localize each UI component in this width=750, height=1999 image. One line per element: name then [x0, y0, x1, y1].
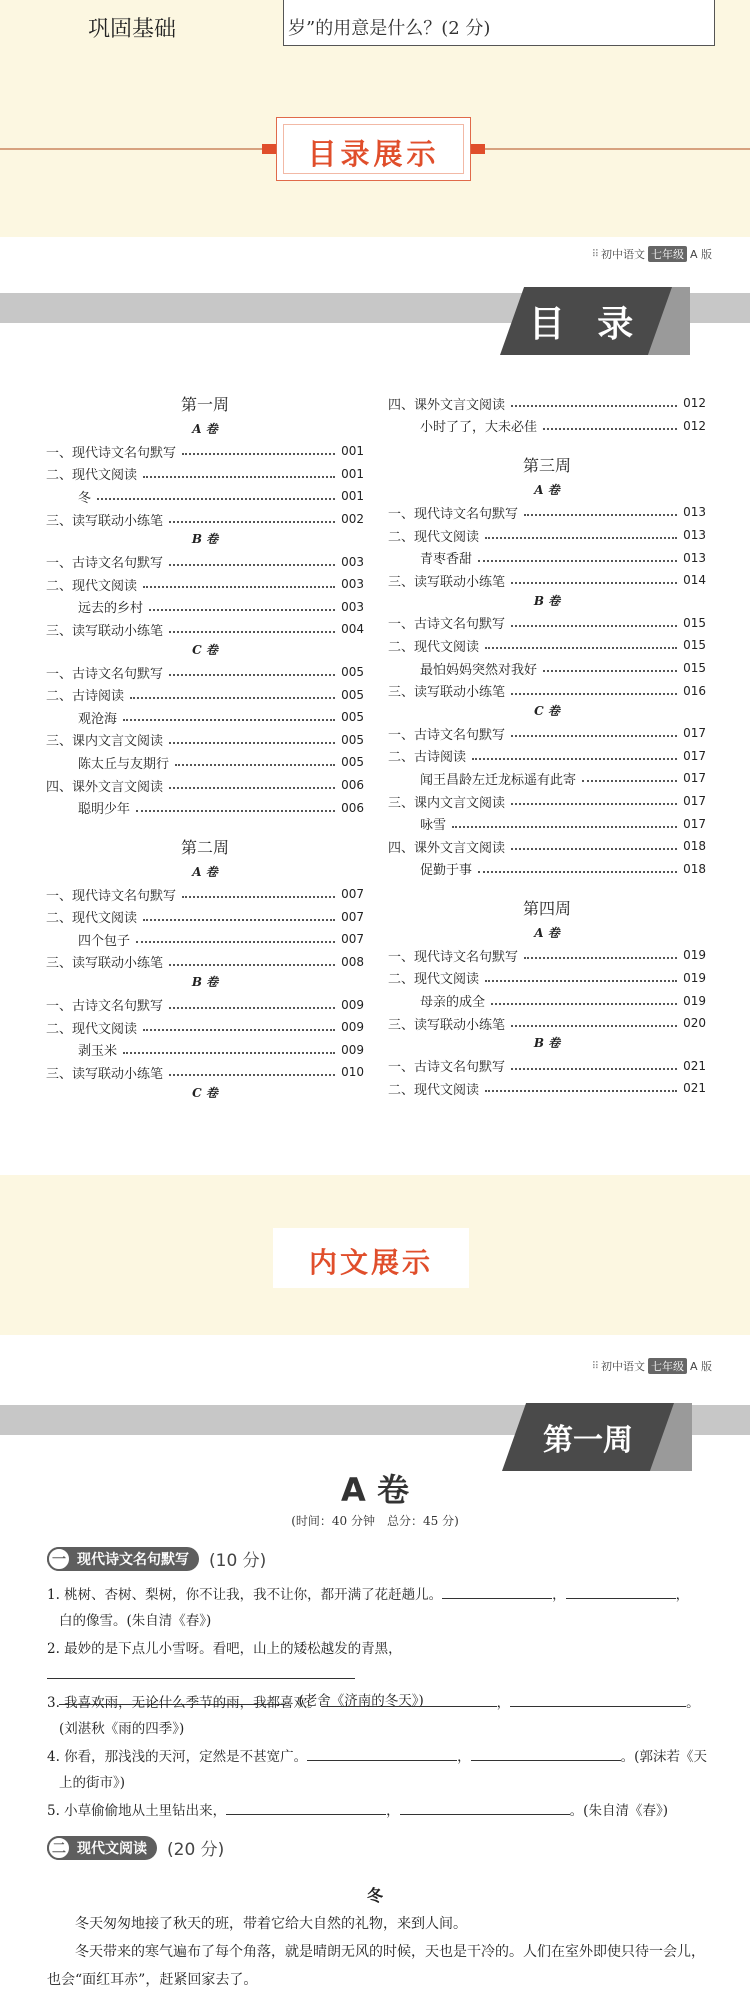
- toc-entry[interactable]: [46, 618, 364, 641]
- toc-sub-entry[interactable]: [388, 415, 706, 438]
- toc-entry-label: 二、古诗阅读: [46, 689, 125, 705]
- top-left-label: 巩固基础: [88, 17, 177, 42]
- toc-leader: [169, 564, 335, 566]
- toc-entry-label: 四、课外文言文阅读: [388, 840, 506, 856]
- toc-entry-label: 观沧海: [78, 711, 118, 727]
- toc-sub-entry[interactable]: [388, 858, 706, 881]
- toc-sub-entry[interactable]: [46, 706, 364, 729]
- toc-page-number: 013: [683, 550, 706, 565]
- toc-week-title: 第三周: [522, 456, 571, 476]
- toc-entry-label: 一、现代诗文名句默写: [388, 506, 519, 522]
- toc-entry[interactable]: [388, 1012, 706, 1035]
- toc-entry-label: 三、读写联动小练笔: [46, 1066, 164, 1082]
- toc-leader: [169, 787, 335, 789]
- dots-icon: ⠿: [591, 248, 598, 260]
- toc-page-number: 003: [341, 554, 364, 569]
- toc-volume-title: A 卷: [534, 926, 560, 941]
- paper-title: A 卷: [341, 1471, 409, 1509]
- toc-leader: [169, 674, 335, 676]
- section-header-1: [47, 1546, 266, 1571]
- book-tag: [592, 246, 712, 262]
- toc-leader: [511, 405, 677, 407]
- toc-entry-label: 二、现代文阅读: [388, 1082, 480, 1098]
- toc-page-number: 012: [683, 418, 706, 433]
- toc-leader: [169, 742, 335, 744]
- toc-entry[interactable]: [46, 883, 364, 906]
- toc-volume-title: C 卷: [192, 1085, 218, 1100]
- toc-entry-label: 一、古诗文名句默写: [46, 556, 164, 572]
- toc-entry-label: 一、古诗文名句默写: [46, 999, 164, 1015]
- toc-entry-label: 母亲的成全: [420, 995, 486, 1011]
- toc-page-number: 013: [683, 528, 706, 543]
- toc-leader: [491, 1003, 677, 1005]
- toc-entry[interactable]: [388, 1077, 706, 1100]
- toc-leader: [485, 1090, 677, 1092]
- toc-entry-label: 一、古诗文名句默写: [388, 727, 506, 743]
- toc-entry[interactable]: [388, 790, 706, 813]
- toc-page-number: 005: [341, 687, 364, 702]
- toc-entry-label: 三、读写联动小练笔: [388, 1017, 506, 1033]
- toc-page-number: 021: [683, 1058, 706, 1073]
- toc-page-number: 016: [683, 683, 706, 698]
- book-grade: 七年级: [648, 246, 687, 262]
- toc-entry-label: 一、现代诗文名句默写: [388, 949, 519, 965]
- toc-leader: [511, 582, 677, 584]
- reading-paragraph-1: 冬天匆匆地接了秋天的班，带着它给大自然的礼物，来到人间。: [75, 1916, 467, 1932]
- toc-entry-label: 一、古诗文名句默写: [46, 666, 164, 682]
- toc-page-number: 005: [341, 732, 364, 747]
- toc-leader: [143, 919, 335, 921]
- toc-leader: [543, 670, 677, 672]
- section-header-2: [47, 1835, 224, 1860]
- toc-page-number: 007: [341, 909, 364, 924]
- toc-volume-title: A 卷: [534, 483, 560, 498]
- toc-entry-label: 三、课内文言文阅读: [388, 795, 506, 811]
- toc-entry-label: 二、现代文阅读: [46, 1021, 138, 1037]
- toc-leader: [123, 719, 335, 721]
- toc-gap: [388, 880, 706, 896]
- toc-entry-label: 二、现代文阅读: [46, 578, 138, 594]
- content-showcase-badge: [273, 1228, 469, 1288]
- toc-volume-title: B 卷: [191, 532, 219, 547]
- toc-entry[interactable]: [388, 835, 706, 858]
- toc-entry-label: 咏雪: [420, 818, 447, 834]
- toc-entry-label: 二、现代文阅读: [388, 529, 480, 545]
- toc-entry-label: 四、课外文言文阅读: [46, 779, 164, 795]
- toc-entry-label: 剥玉米: [78, 1044, 118, 1060]
- toc-title-tab: [500, 287, 672, 355]
- toc-entry-label: 陈太丘与友期行: [78, 756, 170, 772]
- toc-entry[interactable]: [46, 683, 364, 706]
- book-grade: 七年级: [648, 1358, 687, 1374]
- toc-leader: [452, 826, 677, 828]
- toc-sub-entry[interactable]: [46, 928, 364, 951]
- week-tab-title: 第一周: [543, 1423, 633, 1458]
- toc-page-number: 009: [341, 1020, 364, 1035]
- toc-page-number: 018: [683, 861, 706, 876]
- toc-page-number: 019: [683, 970, 706, 985]
- toc-sub-entry[interactable]: [46, 796, 364, 819]
- toc-entry[interactable]: [388, 392, 706, 415]
- toc-page-number: 018: [683, 839, 706, 854]
- toc-page-number: 006: [341, 778, 364, 793]
- toc-entry[interactable]: [46, 463, 364, 486]
- toc-entry-label: 远去的乡村: [78, 601, 144, 617]
- toc-entry[interactable]: [388, 745, 706, 768]
- toc-entry-label: 冬: [78, 490, 92, 506]
- toc-leader: [511, 803, 677, 805]
- toc-entry-label: 小时了了，大未必佳: [420, 420, 538, 436]
- toc-entry[interactable]: [46, 951, 364, 974]
- toc-leader: [182, 896, 335, 898]
- toc-leader: [97, 498, 335, 500]
- toc-entry-label: 三、读写联动小练笔: [46, 956, 164, 972]
- toc-volume-title: B 卷: [533, 593, 561, 608]
- toc-volume-title: C 卷: [534, 703, 560, 718]
- question-2: 2. 最妙的是下点儿小雪呀。看吧，山上的矮松越发的青黑， 。(老舍《济南的冬天》): [47, 1641, 424, 1709]
- toc-entry-label: 二、现代文阅读: [388, 639, 480, 655]
- toc-entry-label: 促勤于事: [420, 863, 473, 879]
- toc-leader: [143, 476, 335, 478]
- paper-meta: (时间：40 分钟 总分：45 分): [291, 1514, 459, 1528]
- toc-sub-entry[interactable]: [388, 989, 706, 1012]
- section-score: (10 分): [209, 1551, 267, 1571]
- toc-volume-title: C 卷: [192, 642, 218, 657]
- toc-leader: [136, 810, 335, 812]
- toc-leader: [511, 625, 677, 627]
- toc-entry-label: 三、读写联动小练笔: [388, 685, 506, 701]
- dots-icon: ⠿: [591, 1360, 598, 1372]
- toc-leader: [511, 848, 677, 850]
- toc-sub-entry[interactable]: [46, 1038, 364, 1061]
- reading-paragraph-2: 冬天带来的寒气遍布了每个角落，就是晴朗无风的时候，天也是干冷的。人们在室外即使只待一会儿，也会“面红耳赤”，赶紧回家去了。: [47, 1944, 705, 1988]
- toc-leader: [485, 647, 677, 649]
- toc-leader: [478, 871, 677, 873]
- toc-title: 目 录: [528, 303, 644, 345]
- toc-entry[interactable]: [388, 944, 706, 967]
- reading-title: 冬: [366, 1886, 383, 1905]
- toc-entry-label: 一、现代诗文名句默写: [46, 888, 177, 904]
- toc-page-number: 015: [683, 661, 706, 676]
- toc-page-number: 014: [683, 573, 706, 588]
- toc-showcase-badge: [276, 117, 471, 181]
- toc-week-title: 第四周: [522, 899, 571, 919]
- toc-leader: [582, 780, 677, 782]
- toc-entry-label: 三、读写联动小练笔: [388, 574, 506, 590]
- toc-entry[interactable]: [46, 993, 364, 1016]
- question-1: 1. 桃树、杏树、梨树，你不让我，我不让你，都开满了花赶趟儿。 ， ， 白的像雪。(朱自清《春》): [47, 1582, 707, 1634]
- toc-page-number: 004: [341, 622, 364, 637]
- book-edition: A 版: [689, 1360, 712, 1373]
- toc-entry-label: 四个包子: [78, 933, 131, 949]
- toc-page-number: 002: [341, 512, 364, 527]
- toc-entry[interactable]: [46, 729, 364, 752]
- toc-left-column: [46, 392, 364, 1104]
- toc-page-number: 012: [683, 396, 706, 411]
- toc-leader: [524, 957, 677, 959]
- toc-page-number: 015: [683, 638, 706, 653]
- toc-volume-title: B 卷: [533, 1036, 561, 1051]
- toc-page-number: 007: [341, 932, 364, 947]
- toc-entry[interactable]: [46, 906, 364, 929]
- toc-entry[interactable]: [46, 440, 364, 463]
- toc-entry-label: 三、课内文言文阅读: [46, 734, 164, 750]
- toc-leader: [169, 1074, 335, 1076]
- toc-entry-label: 最怕妈妈突然对我好: [420, 662, 538, 678]
- toc-sub-entry[interactable]: [46, 751, 364, 774]
- toc-page-number: 017: [683, 771, 706, 786]
- toc-entry[interactable]: [388, 612, 706, 635]
- toc-week-title: 第一周: [180, 395, 229, 414]
- toc-leader: [136, 941, 335, 943]
- toc-entry[interactable]: [46, 1016, 364, 1039]
- toc-page-number: 020: [683, 1016, 706, 1031]
- week-tab: [502, 1403, 674, 1471]
- toc-entry[interactable]: [388, 1054, 706, 1077]
- toc-leader: [175, 764, 335, 766]
- toc-entry-label: 闻王昌龄左迁龙标遥有此寄: [420, 772, 577, 788]
- toc-page-number: 010: [341, 1065, 364, 1080]
- toc-leader: [485, 980, 677, 982]
- toc-entry-label: 二、古诗阅读: [388, 750, 467, 766]
- toc-leader: [511, 735, 677, 737]
- toc-leader: [511, 1068, 677, 1070]
- toc-page-number: 001: [341, 466, 364, 481]
- toc-page-number: 009: [341, 1042, 364, 1057]
- toc-page-number: 013: [683, 505, 706, 520]
- toc-page-number: 003: [341, 577, 364, 592]
- toc-entry-label: 四、课外文言文阅读: [388, 397, 506, 413]
- toc-page-number: 017: [683, 794, 706, 809]
- toc-page-number: 008: [341, 954, 364, 969]
- section-title: 现代诗文名句默写: [77, 1551, 189, 1568]
- toc-leader: [123, 1052, 335, 1054]
- toc-leader: [130, 697, 335, 699]
- toc-entry[interactable]: [388, 967, 706, 990]
- toc-week-title: 第二周: [180, 837, 229, 857]
- toc-leader: [478, 560, 677, 562]
- toc-sub-entry[interactable]: [46, 596, 364, 619]
- toc-page-number: 005: [341, 710, 364, 725]
- toc-entry[interactable]: [46, 774, 364, 797]
- toc-entry[interactable]: [388, 679, 706, 702]
- toc-page-number: 019: [683, 993, 706, 1008]
- toc-entry-label: 一、古诗文名句默写: [388, 617, 506, 633]
- toc-showcase-title: 目录展示: [307, 137, 440, 171]
- toc-entry[interactable]: [46, 508, 364, 531]
- toc-leader: [485, 537, 677, 539]
- toc-leader: [143, 1029, 335, 1031]
- book-tag-2: [592, 1358, 712, 1374]
- toc-sub-entry[interactable]: [46, 485, 364, 508]
- toc-sub-entry[interactable]: [388, 546, 706, 569]
- toc-volume-title: A 卷: [192, 422, 218, 436]
- toc-gap: [46, 819, 364, 835]
- toc-entry[interactable]: [46, 661, 364, 684]
- section-number: 二: [47, 1836, 71, 1860]
- toc-gap: [388, 437, 706, 453]
- toc-page-number: 007: [341, 887, 364, 902]
- toc-entry-label: 三、读写联动小练笔: [46, 623, 164, 639]
- toc-volume-title: B 卷: [191, 975, 219, 990]
- toc-entry[interactable]: [46, 1061, 364, 1084]
- section-score: (20 分): [167, 1840, 225, 1860]
- toc-sub-entry[interactable]: [388, 657, 706, 680]
- toc-entry-label: 三、读写联动小练笔: [46, 513, 164, 529]
- toc-leader: [511, 693, 677, 695]
- toc-right-column: [388, 392, 706, 1100]
- toc-entry-label: 一、古诗文名句默写: [388, 1060, 506, 1076]
- toc-leader: [149, 609, 335, 611]
- toc-entry[interactable]: [388, 634, 706, 657]
- toc-sub-entry[interactable]: [388, 767, 706, 790]
- toc-page-number: 005: [341, 755, 364, 770]
- toc-entry[interactable]: [388, 722, 706, 745]
- toc-entry[interactable]: [46, 550, 364, 573]
- toc-leader: [169, 631, 335, 633]
- toc-page-number: 001: [341, 444, 364, 459]
- toc-page-number: 001: [341, 489, 364, 504]
- toc-entry-label: 二、现代文阅读: [46, 911, 138, 927]
- toc-page-number: 005: [341, 665, 364, 680]
- toc-page-number: 009: [341, 997, 364, 1012]
- section-number: 一: [47, 1547, 71, 1571]
- toc-entry[interactable]: [388, 501, 706, 524]
- toc-page-number: 003: [341, 599, 364, 614]
- toc-leader: [511, 1025, 677, 1027]
- toc-page-number: 017: [683, 748, 706, 763]
- toc-leader: [472, 758, 677, 760]
- book-edition: A 版: [689, 248, 712, 261]
- toc-leader: [169, 1007, 335, 1009]
- toc-page-number: 017: [683, 726, 706, 741]
- toc-entry-label: 二、现代文阅读: [388, 972, 480, 988]
- toc-volume-title: A 卷: [192, 864, 218, 879]
- question-4: 4. 你看，那浅浅的天河，定然是不甚宽广。 ， 。(郭沫若《天 上的街市》): [47, 1744, 707, 1796]
- toc-sub-entry[interactable]: [388, 812, 706, 835]
- toc-entry[interactable]: [388, 524, 706, 547]
- top-question-box: 岁”的用意是什么？(2 分): [283, 0, 715, 46]
- toc-leader: [169, 521, 335, 523]
- toc-page-number: 015: [683, 615, 706, 630]
- toc-entry-label: 聪明少年: [78, 802, 131, 818]
- toc-entry-label: 一、现代诗文名句默写: [46, 445, 177, 461]
- book-subject: 初中语文: [600, 1360, 645, 1373]
- toc-page-number: 019: [683, 948, 706, 963]
- toc-entry-label: 青枣香甜: [420, 552, 473, 568]
- toc-leader: [182, 453, 335, 455]
- question-3: 3. 我喜欢雨，无论什么季节的雨，我都喜欢。 ， 。 (刘湛秋《雨的四季》): [47, 1690, 707, 1742]
- question-5: 5. 小草偷偷地从土里钻出来， ， 。(朱自清《春》): [47, 1798, 707, 1824]
- toc-entry[interactable]: [46, 573, 364, 596]
- toc-entry[interactable]: [388, 569, 706, 592]
- toc-leader: [543, 428, 677, 430]
- toc-leader: [169, 964, 335, 966]
- toc-page-number: 021: [683, 1081, 706, 1096]
- toc-page-number: 017: [683, 816, 706, 831]
- toc-page-number: 006: [341, 800, 364, 815]
- content-showcase-title: 内文展示: [308, 1246, 433, 1279]
- toc-leader: [524, 514, 677, 516]
- toc-leader: [143, 586, 335, 588]
- toc-entry-label: 二、现代文阅读: [46, 468, 138, 484]
- section-title: 现代文阅读: [77, 1840, 147, 1857]
- book-subject: 初中语文: [600, 248, 645, 261]
